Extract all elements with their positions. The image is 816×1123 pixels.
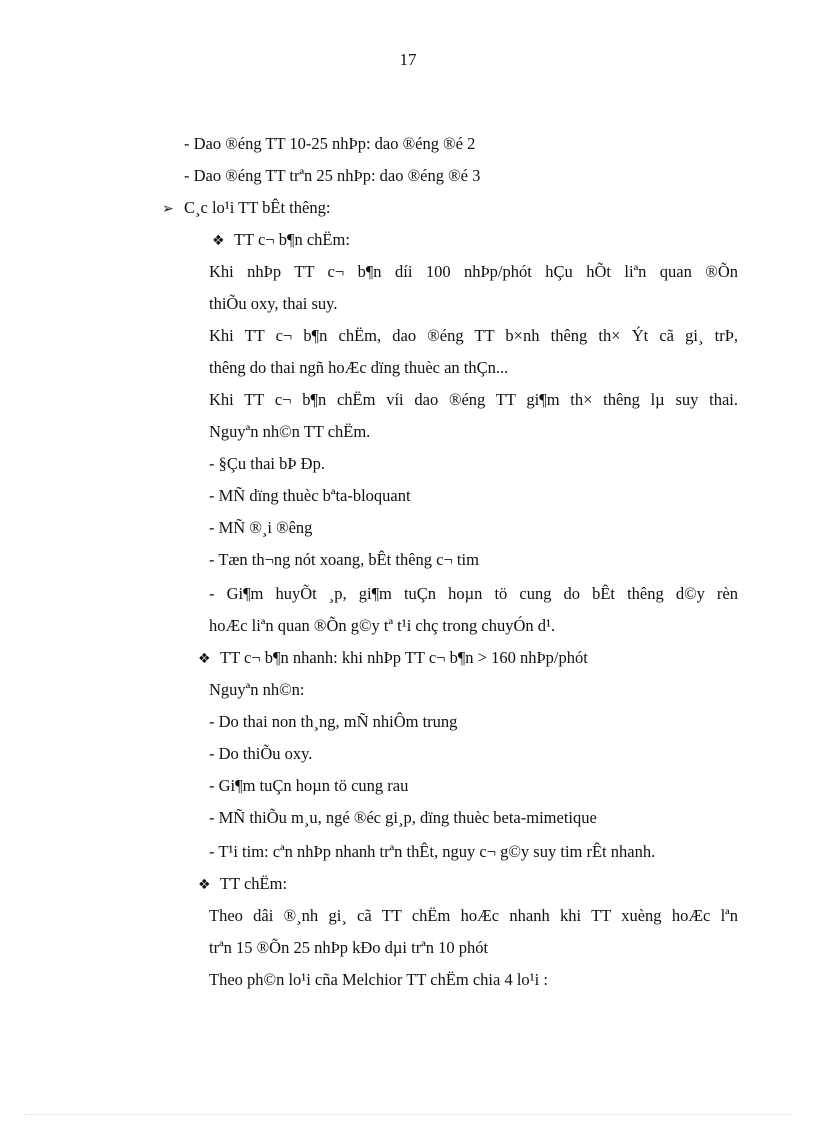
subheading-line — [198, 874, 287, 895]
text-line: - Tæn th¬ng nót xoang, bÊt thêng c¬ tim — [209, 550, 479, 569]
text-line: - Do thai non th¸ng, mÑ nhiÔm trung — [209, 712, 458, 731]
diamond-bullet-icon: ❖ — [212, 233, 225, 249]
text-line: - MÑ dïng thuèc bªta-bloquant — [209, 486, 411, 505]
text-line: Khi nhÞp TT c¬ b¶n díi 100 nhÞp/phót hÇu hÕt liªn quan ®Õn — [209, 262, 738, 281]
heading-line — [162, 198, 330, 219]
text-line: - Gi¶m huyÕt ¸p, gi¶m tuÇn hoµn tö cung do bÊt thêng d©y rèn — [209, 584, 738, 603]
text-line: Theo ph©n lo¹i cña Melchior TT chËm chia 4 lo¹i : — [209, 970, 548, 989]
page-number: 17 — [399, 50, 417, 69]
subheading-text: TT c¬ b¶n nhanh: khi nhÞp TT c¬ b¶n > 160 nhÞp/phót — [220, 648, 588, 667]
text-line: - §Çu thai bÞ Ðp. — [209, 454, 325, 473]
text-line: trªn 15 ®Õn 25 nhÞp kÐo dµi trªn 10 phót — [209, 938, 489, 957]
text-line: hoÆc liªn quan ®Õn g©y tª t¹i chç trong chuyÓn d¹. — [209, 616, 556, 635]
text-line: - Dao ®éng TT trªn 25 nhÞp: dao ®éng ®é 3 — [184, 166, 481, 185]
text-line: Khi TT c¬ b¶n chËm, dao ®éng TT b×nh thêng th× Ýt cã gi¸ trÞ, — [209, 326, 738, 345]
subheading-text: TT chËm: — [220, 874, 288, 893]
arrow-bullet-icon: ➢ — [162, 201, 174, 217]
diamond-bullet-icon: ❖ — [198, 877, 211, 893]
text-line: - Do thiÕu oxy. — [209, 744, 313, 763]
subheading-text: TT c¬ b¶n chËm: — [234, 230, 350, 249]
text-line: thiÕu oxy, thai suy. — [209, 294, 338, 313]
text-line: Nguyªn nh©n: — [209, 680, 305, 699]
text-line: - Dao ®éng TT 10-25 nhÞp: dao ®éng ®é 2 — [184, 134, 476, 153]
text-line: - T¹i tim: cªn nhÞp nhanh trªn thÊt, nguy c¬ g©y suy tim rÊt nhanh. — [209, 842, 656, 861]
text-line: thêng do thai ngñ hoÆc dïng thuèc an thÇn... — [209, 358, 509, 377]
diamond-bullet-icon: ❖ — [198, 651, 211, 667]
heading-text: C¸c lo¹i TT bÊt thêng: — [184, 198, 331, 217]
text-line: - MÑ thiÕu m¸u, ngé ®éc gi¸p, dïng thuèc beta-mimetique — [209, 808, 597, 827]
text-line: Theo dâi ®¸nh gi¸ cã TT chËm hoÆc nhanh khi TT xuèng hoÆc lªn — [209, 906, 738, 925]
text-line: Nguyªn nh©n TT chËm. — [209, 422, 371, 441]
footer-divider — [24, 1114, 792, 1115]
text-line: - Gi¶m tuÇn hoµn tö cung rau — [209, 776, 409, 795]
text-line: - MÑ ®¸i ®êng — [209, 518, 313, 537]
subheading-line — [198, 648, 588, 669]
text-line: Khi TT c¬ b¶n chËm víi dao ®éng TT gi¶m th× thêng lµ suy thai. — [209, 390, 738, 409]
subheading-line — [212, 230, 350, 251]
